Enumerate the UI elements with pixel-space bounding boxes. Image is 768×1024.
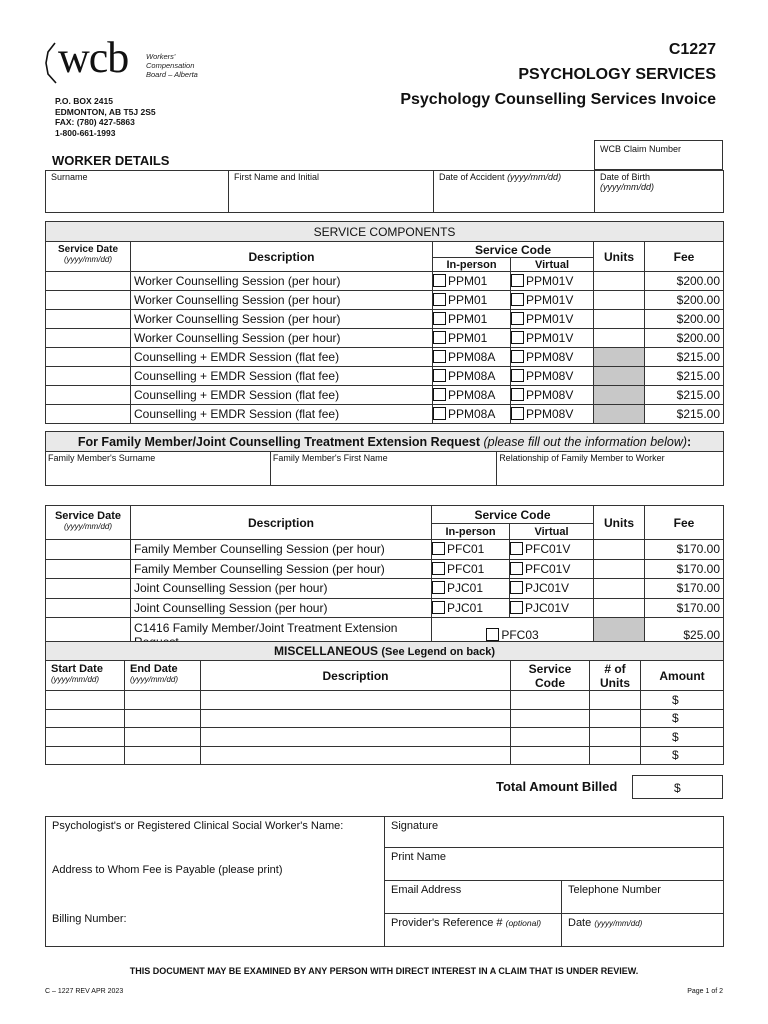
worker-details-title: WORKER DETAILS [52, 153, 170, 168]
family-units-cell[interactable] [594, 540, 645, 560]
form-code: C1227 [668, 41, 716, 58]
first-name-field[interactable]: First Name and Initial [229, 171, 434, 213]
service-fee: $215.00 [645, 367, 724, 386]
virtual-checkbox[interactable] [511, 350, 524, 363]
service-fee: $215.00 [645, 405, 724, 424]
service-in-person-cell: PPM01 [433, 329, 511, 348]
family-in-person-cell: PFC01 [432, 559, 510, 579]
form-revision: C – 1227 REV APR 2023 [45, 988, 124, 995]
family-units-cell[interactable] [594, 598, 645, 618]
misc-description-cell[interactable] [201, 709, 511, 728]
service-date-cell[interactable] [46, 386, 131, 405]
service-virtual-cell: PPM01V [511, 291, 594, 310]
service-date-cell[interactable] [46, 329, 131, 348]
page-number: Page 1 of 2 [687, 988, 723, 995]
family-date-cell[interactable] [46, 540, 131, 560]
wcb-claim-number-field[interactable]: WCB Claim Number [594, 140, 723, 170]
family-fee-header: Fee [645, 506, 724, 540]
virtual-checkbox[interactable] [511, 312, 524, 325]
family-row [46, 598, 724, 618]
email-address-field[interactable]: Email Address [385, 881, 562, 913]
disclaimer-text: THIS DOCUMENT MAY BE EXAMINED BY ANY PERSON WITH DIRECT INTEREST IN A CLAIM THAT IS UNDER REVIEW. [129, 966, 639, 976]
service-virtual-cell: PPM08V [511, 405, 594, 424]
service-in-person-cell: PPM08A [433, 367, 511, 386]
provider-name-label: Psychologist's or Registered Clinical Social Worker's Name: [52, 820, 344, 832]
misc-row [46, 691, 724, 710]
service-units-cell [594, 386, 645, 405]
in-person-checkbox[interactable] [432, 542, 445, 555]
family-surname-field[interactable]: Family Member's Surname [46, 452, 270, 485]
service-description: Worker Counselling Session (per hour) [131, 329, 433, 348]
date-field[interactable]: Date (yyyy/mm/dd) [562, 913, 724, 946]
family-units-cell[interactable] [594, 579, 645, 599]
service-code-header: Service Code [433, 242, 594, 258]
service-virtual-cell: PPM08V [511, 367, 594, 386]
in-person-checkbox[interactable] [433, 312, 446, 325]
family-description-header: Description [131, 506, 432, 540]
misc-description-cell[interactable] [201, 728, 511, 747]
virtual-checkbox[interactable] [511, 274, 524, 287]
service-description: Counselling + EMDR Session (flat fee) [131, 367, 433, 386]
service-row [46, 291, 724, 310]
miscellaneous-title: MISCELLANEOUS (See Legend on back) [46, 642, 724, 661]
surname-field[interactable]: Surname [46, 171, 229, 213]
print-name-field[interactable]: Print Name [385, 848, 724, 881]
misc-units-cell[interactable] [590, 728, 641, 747]
service-date-cell[interactable] [46, 348, 131, 367]
misc-start-date-cell[interactable] [46, 691, 125, 710]
family-date-cell[interactable] [46, 579, 131, 599]
virtual-checkbox[interactable] [511, 331, 524, 344]
in-person-header: In-person [433, 258, 511, 272]
provider-reference-field[interactable]: Provider's Reference # (optional) [385, 913, 562, 946]
service-components-table: SERVICE COMPONENTS Service Date (yyyy/mm/dd) Description Service Code Units Fee In-person Virtual Worker Counselling Session (per hour) PPM01 PPM01V $200.00 Worker Counselling Session (per hour) PPM01 PPM01V $200.00 Worker Counselling Session (per hour) PPM01 PPM01V $200.00 Worker Counselling Session (per hour) PPM01 PPM01V $200.00 Counselling + EMDR Session (flat fee) PPM08A PPM08V $215.00 Counselling + EMDR Session (flat fee) PPM08A PPM08V $215.00 Counselling + EMDR Session (flat fee) PPM08A PPM08V $215.00 Counselling + EMDR Session (flat fee) PPM08A PPM08V $215.00 [45, 221, 724, 424]
in-person-checkbox[interactable] [432, 581, 445, 594]
family-row [46, 579, 724, 599]
date-of-accident-field[interactable]: Date of Accident (yyyy/mm/dd) [434, 171, 595, 213]
service-row [46, 272, 724, 291]
family-fee: $170.00 [645, 559, 724, 579]
family-virtual-header: Virtual [510, 524, 594, 540]
mailing-address: P.O. BOX 2415 EDMONTON, AB T5J 2S5 FAX: (780) 427-5863 1-800-661-1993 [55, 96, 156, 138]
family-units-header: Units [594, 506, 645, 540]
extension-checkbox[interactable] [486, 628, 499, 641]
extension-request-description: C1416 Family Member/Joint Treatment Extension [131, 618, 432, 652]
service-description: Counselling + EMDR Session (flat fee) [131, 348, 433, 367]
in-person-checkbox[interactable] [433, 331, 446, 344]
misc-end-date-cell[interactable] [125, 691, 201, 710]
service-virtual-cell: PPM08V [511, 348, 594, 367]
service-row [46, 386, 724, 405]
misc-end-date-cell[interactable] [125, 709, 201, 728]
service-in-person-cell: PPM01 [433, 272, 511, 291]
misc-amount-cell[interactable]: $ [641, 709, 724, 728]
telephone-number-field[interactable]: Telephone Number [562, 881, 724, 913]
service-date-cell[interactable] [46, 272, 131, 291]
family-description: Family Member Counselling Session (per hour) [131, 559, 432, 579]
misc-amount-cell[interactable]: $ [641, 746, 724, 765]
family-date-cell[interactable] [46, 598, 131, 618]
start-date-header: Start Date [51, 663, 103, 675]
misc-service-code-header: Service Code [511, 661, 590, 691]
total-amount-field[interactable]: $ [632, 775, 723, 799]
family-relationship-field[interactable]: Relationship of Family Member to Worker [499, 453, 665, 463]
misc-row [46, 728, 724, 747]
logo-bracket-icon [44, 42, 58, 84]
family-date-cell[interactable] [46, 559, 131, 579]
service-date-cell[interactable] [46, 291, 131, 310]
family-in-person-cell: PJC01 [432, 598, 510, 618]
family-first-name-field[interactable]: Family Member's First Name [270, 452, 496, 485]
service-components-title: SERVICE COMPONENTS [46, 222, 724, 242]
service-in-person-cell: PPM01 [433, 291, 511, 310]
service-virtual-cell: PPM01V [511, 310, 594, 329]
virtual-checkbox[interactable] [510, 562, 523, 575]
family-service-code-header: Service Code [432, 506, 594, 524]
misc-service-code-cell[interactable] [511, 728, 590, 747]
service-in-person-cell: PPM08A [433, 386, 511, 405]
provider-details-table [45, 816, 724, 947]
family-section-title: For Family Member/Joint Counselling Treatment Extension Request (please fill out the information below): [46, 432, 724, 452]
service-units-cell[interactable] [594, 272, 645, 291]
family-fee: $170.00 [645, 579, 724, 599]
family-fee: $170.00 [645, 540, 724, 560]
miscellaneous-table: MISCELLANEOUS (See Legend on back) Start Date (yyyy/mm/dd) End Date (yyyy/mm/dd) Description Service Code # of Units Amount $ $ $ $ [45, 641, 724, 765]
family-description: Family Member Counselling Session (per hour) [131, 540, 432, 560]
service-units-cell [594, 348, 645, 367]
service-in-person-cell: PPM08A [433, 348, 511, 367]
family-row [46, 540, 724, 560]
payee-address-label: Address to Whom Fee is Payable (please print) [52, 864, 283, 876]
in-person-checkbox[interactable] [433, 407, 446, 420]
service-fee: $200.00 [645, 291, 724, 310]
misc-service-code-cell[interactable] [511, 709, 590, 728]
virtual-checkbox[interactable] [510, 581, 523, 594]
misc-start-date-cell[interactable] [46, 709, 125, 728]
misc-service-code-cell[interactable] [511, 746, 590, 765]
fee-header: Fee [645, 242, 724, 272]
service-date-cell[interactable] [46, 405, 131, 424]
virtual-checkbox[interactable] [511, 293, 524, 306]
misc-description-cell[interactable] [201, 691, 511, 710]
service-description: Counselling + EMDR Session (flat fee) [131, 405, 433, 424]
virtual-header: Virtual [511, 258, 594, 272]
service-row [46, 367, 724, 386]
form-title: PSYCHOLOGY SERVICES [518, 66, 716, 83]
family-description: Joint Counselling Session (per hour) [131, 598, 432, 618]
service-virtual-cell: PPM08V [511, 386, 594, 405]
family-virtual-cell: PFC01V [510, 540, 594, 560]
service-description: Worker Counselling Session (per hour) [131, 291, 433, 310]
service-in-person-cell: PPM01 [433, 310, 511, 329]
service-units-cell [594, 367, 645, 386]
family-row [46, 559, 724, 579]
service-description: Worker Counselling Session (per hour) [131, 310, 433, 329]
end-date-header: End Date [130, 663, 178, 675]
service-description: Worker Counselling Session (per hour) [131, 272, 433, 291]
virtual-checkbox[interactable] [511, 369, 524, 382]
in-person-checkbox[interactable] [433, 350, 446, 363]
misc-row [46, 709, 724, 728]
misc-units-cell[interactable] [590, 709, 641, 728]
misc-start-date-cell[interactable] [46, 728, 125, 747]
in-person-checkbox[interactable] [433, 274, 446, 287]
misc-service-code-cell[interactable] [511, 691, 590, 710]
service-fee: $215.00 [645, 386, 724, 405]
extension-fee: $25.00 [645, 618, 724, 652]
family-in-person-cell: PJC01 [432, 579, 510, 599]
misc-amount-header: Amount [641, 661, 724, 691]
total-amount-label: Total Amount Billed [496, 779, 618, 794]
family-in-person-header: In-person [432, 524, 510, 540]
family-fee: $170.00 [645, 598, 724, 618]
misc-end-date-cell[interactable] [125, 746, 201, 765]
virtual-checkbox[interactable] [510, 542, 523, 555]
description-header: Description [131, 242, 433, 272]
misc-description-cell[interactable] [201, 746, 511, 765]
service-fee: $200.00 [645, 329, 724, 348]
family-in-person-cell: PFC01 [432, 540, 510, 560]
service-row [46, 348, 724, 367]
service-units-cell [594, 405, 645, 424]
service-virtual-cell: PPM01V [511, 272, 594, 291]
misc-amount-cell[interactable]: $ [641, 691, 724, 710]
misc-units-header: # of Units [590, 661, 641, 691]
family-counselling-table: For Family Member/Joint Counselling Treatment Extension Request (please fill out the information below): Family Member's Surname Family Member's First Name Relationship of Family Member to Worker Service Date (yyyy/mm/dd) Description Service Code Units Fee In-person Virtual Family Member Counselling Session (per hour) PFC01 PFC01V $170.00 Family Member Counselling Session (per hour) PFC01 PFC01V $170.00 Joint Counselling Session (per hour) PJC01 PJC01V $170.00 Joint Counselling Session (per hour) PJC01 PJC01V $170.00 C1416 Family Member/Joint Treatment Extension PFC03 $25.00 [45, 431, 724, 652]
in-person-checkbox[interactable] [432, 601, 445, 614]
service-date-cell[interactable] [46, 310, 131, 329]
service-fee: $200.00 [645, 272, 724, 291]
wcb-logo [44, 33, 214, 86]
billing-number-label: Billing Number: [52, 913, 127, 925]
service-date-cell[interactable] [46, 367, 131, 386]
form-subtitle: Psychology Counselling Services Invoice [400, 91, 716, 108]
service-date-header: Service Date [57, 244, 119, 255]
date-of-birth-field[interactable]: Date of Birth (yyyy/mm/dd) [595, 171, 724, 213]
misc-units-cell[interactable] [590, 691, 641, 710]
family-units-cell[interactable] [594, 559, 645, 579]
family-description: Joint Counselling Session (per hour) [131, 579, 432, 599]
logo-tagline: Workers' Compensation Board – Alberta [146, 52, 198, 79]
virtual-checkbox[interactable] [510, 601, 523, 614]
service-row [46, 405, 724, 424]
units-header: Units [594, 242, 645, 272]
provider-info-block [46, 817, 385, 947]
service-in-person-cell: PPM08A [433, 405, 511, 424]
signature-field[interactable]: Signature [385, 817, 724, 848]
service-row [46, 310, 724, 329]
family-virtual-cell: PJC01V [510, 579, 594, 599]
service-row [46, 329, 724, 348]
in-person-checkbox[interactable] [432, 562, 445, 575]
worker-details-table [45, 170, 724, 213]
family-virtual-cell: PFC01V [510, 559, 594, 579]
service-fee: $200.00 [645, 310, 724, 329]
service-units-cell[interactable] [594, 329, 645, 348]
in-person-checkbox[interactable] [433, 293, 446, 306]
virtual-checkbox[interactable] [511, 388, 524, 401]
family-virtual-cell: PJC01V [510, 598, 594, 618]
virtual-checkbox[interactable] [511, 407, 524, 420]
in-person-checkbox[interactable] [433, 388, 446, 401]
misc-start-date-cell[interactable] [46, 746, 125, 765]
misc-amount-cell[interactable]: $ [641, 728, 724, 747]
family-service-date-header: Service Date [54, 510, 122, 522]
misc-row [46, 746, 724, 765]
misc-description-header: Description [201, 661, 511, 691]
service-units-cell[interactable] [594, 310, 645, 329]
logo-wordmark: wcb [58, 33, 129, 82]
service-virtual-cell: PPM01V [511, 329, 594, 348]
service-fee: $215.00 [645, 348, 724, 367]
misc-end-date-cell[interactable] [125, 728, 201, 747]
misc-units-cell[interactable] [590, 746, 641, 765]
extension-code-cell: PFC03 [432, 618, 594, 652]
service-units-cell[interactable] [594, 291, 645, 310]
in-person-checkbox[interactable] [433, 369, 446, 382]
service-description: Counselling + EMDR Session (flat fee) [131, 386, 433, 405]
